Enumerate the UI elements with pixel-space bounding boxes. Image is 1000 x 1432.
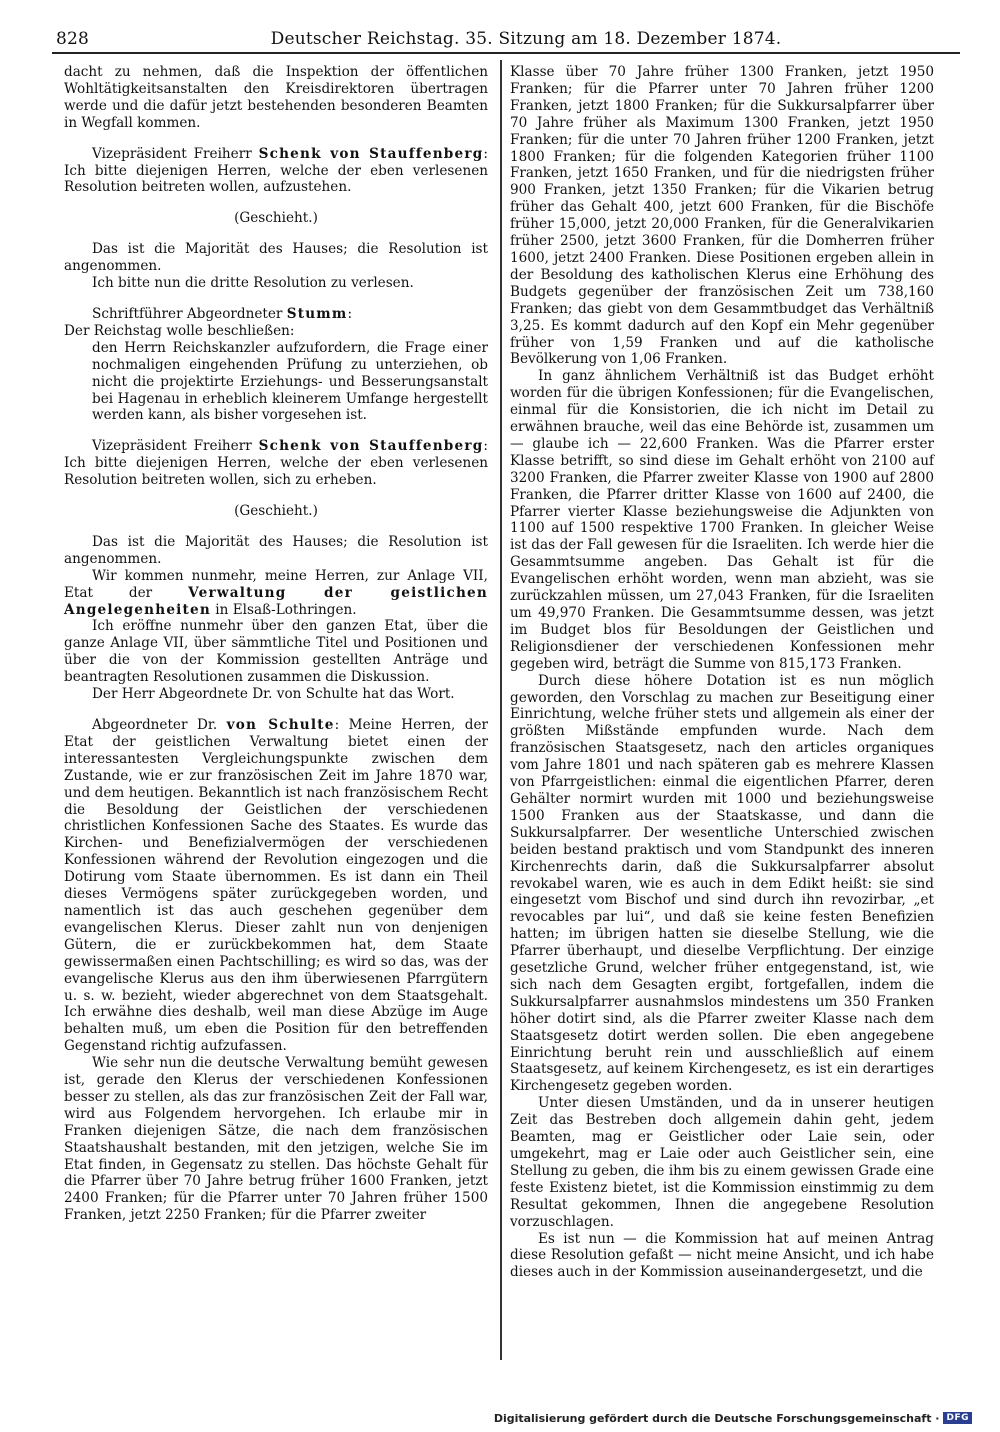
paragraph: In ganz ähnlichem Verhältniß ist das Budget erhöht worden für die übrigen Konfessionen; für die Evangelischen, einmal für die Konsistorien, die ich nicht im Detail zu erwähnen brauche, weil das eine Behörde ist, zusammen um — glaube ich — 22,600 Franken. Was die Pfarrer erster Klasse betrifft, so sind diese im Gehalt erhöht von 2100 auf 3200 Franken, die Pfarrer zweiter Klasse von 1900 auf 2800 Franken, die Pfarrer dritter Klasse von 1600 auf 2400, die Pfarrer vierter Klasse beziehungsweise die Adjunkten von 1100 auf 1500 respektive 1700 Franken. In gleicher Weise ist das der Fall gewesen für die Israeliten. Ich werde hier die Gesammtsumme angeben. Das Gehalt ist für die Evangelischen erhöht worden, wenn man abzieht, was sie zurückzahlen müssen, um 27,043 Franken, für die Israeliten um 49,970 Franken. Die Gesammtsumme dessen, was jetzt im Budget blos für Besoldungen der Geistlichen und Religionsdiener der verschiedenen Konfessionen mehr gegeben wird, beträgt die Summe von 815,173 Franken. bbox=[510, 368, 934, 672]
resolution-text: den Herrn Reichskanzler aufzufordern, die Frage einer nochmaligen eingehenden Prüfung zu unterziehen, ob nicht die projektirte Erziehungs- und Besserungsanstalt bei Hagenau in erheblich kleinerem Umfange hergestellt werden kann, als bisher vorgesehen ist. bbox=[92, 339, 488, 424]
speaker-name: Schenk von Stauffenberg bbox=[258, 438, 484, 455]
paragraph: Das ist die Majorität des Hauses; die Resolution ist angenommen. bbox=[64, 533, 488, 567]
left-column bbox=[64, 64, 488, 1224]
paragraph: Durch diese höhere Dotation ist es nun möglich geworden, den Vorschlag zu machen zur Beseitigung einer Einrichtung, welche früher stets und allgemein als einer der größten Mißstände empfunden wurde. Nach dem französischen Staatsgesetz, nach den articles organiques vom Jahre 1801 und nach späteren gab es mehrere Klassen von Pfarrgeistlichen: einmal die eigentlichen Pfarrer, deren Gehälter normirt wurden mit 1000 und beziehungsweise 1500 Franken aus der Staatskasse, und dann die Sukkursalpfarrer. Der wesentliche Unterschied zwischen beiden bestand praktisch und vom Standpunkt des inneren Kirchenrechts darin, daß die Sukkursalpfarrer absolut revokabel waren, wie es auch in dem Edikt heißt: sie sind eingesetzt vom Bischof und sind durch ihn revozirbar, „et revocables par lui“, und daß sie keine festen Benefizien hatten; im übrigen hatten sie dieselbe Stellung, wie die Pfarrer überhaupt, und dieselbe Verpflichtung. Der einzige gesetzliche Grund, welcher früher entgegenstand, ist, wie sich nach dem Gesagten ergibt, fortgefallen, indem die Sukkursalpfarrer ausnahmslos mindestens um 350 Franken höher dotirt sind, als die Pfarrer zweiter Klasse nach dem Staatsgesetz dotirt werden sollen. Die eben angegebene Einrichtung beruht rein und ausschließlich auf einem Staatsgesetz, auf keinem Kirchengesetz, es ist ein derartiges Kirchengesetz gegeben worden. bbox=[510, 672, 934, 1095]
paragraph: Wir kommen nunmehr, meine Herren, zur Anlage VII, Etat der Verwaltung der geistlichen Angelegenheiten in Elsaß-Lothringen. bbox=[64, 567, 488, 618]
paragraph: Abgeordneter Dr. von Schulte: Meine Herren, der Etat der geistlichen Verwaltung bietet einen der interessantesten Vergleichungspunkte zwischen dem Zustande, wie er zur französischen Zeit im Jahre 1870 war, und dem heutigen. Bekanntlich ist nach französischem Recht die Besoldung der Geistlichen der verschiedenen christlichen Konfessionen Sache des Staates. Es wurde das Kirchen- und Benefizialvermögen der verschiedenen Konfessionen während der Revolution eingezogen und die Dotirung vom Staate übernommen. Es ist dann ein Theil dieses Vermögens später zurückgegeben worden, und namentlich ist das auch geschehen gegenüber dem evangelischen Klerus. Dieser zahlt nun von denjenigen Gütern, die er zurückbekommen hat, dem Staate gewissermaßen einen Pachtschilling; es wird so das, was der evangelische Klerus aus den ihm überwiesenen Pfarrgütern u. s. w. bezieht, wieder abgerechnet von dem Staatsgehalt. Ich erwähne dies deshalb, weil man diese Abzüge im Auge behalten muß, um eben die Position für den betreffenden Gegenstand richtig aufzufassen. bbox=[64, 717, 489, 1055]
paragraph: Ich eröffne nunmehr über den ganzen Etat, über die ganze Anlage VII, über sämmtliche Titel und Positionen und über die von der Kommission gestellten Anträge und beantragten Resolutionen zusammen die Diskussion. bbox=[64, 618, 488, 686]
speaker-name: Stumm bbox=[286, 305, 348, 322]
paragraph: Wie sehr nun die deutsche Verwaltung bemüht gewesen ist, gerade den Klerus der verschiedenen Konfessionen besser zu stellen, als das zur französischen Zeit der Fall war, wird aus Folgendem hervorgehen. Ich erlaube mir in Franken diejenigen Sätze, die nach dem französischen Staatshaushalt bestanden, mit den jetzigen, welche Sie im Etat finden, in Gegensatz zu stellen. Das höchste Gehalt für die Pfarrer über 70 Jahre betrug früher 1600 Franken, jetzt 2400 Franken; für die Pfarrer unter 70 Jahren früher 1500 Franken, jetzt 2250 Franken; für die Pfarrer zweiter bbox=[64, 1055, 488, 1224]
stage-direction: (Geschieht.) bbox=[234, 503, 318, 520]
paragraph: Klasse über 70 Jahre früher 1300 Franken, jetzt 1950 Franken; für die Pfarrer unter 70 Jahren früher 1200 Franken, jetzt 1800 Franken; für die Sukkursalpfarrer über 70 Jahre früher als Maximum 1300 Franken, jetzt 1950 Franken; für die unter 70 Jahren früher 1200 Franken, jetzt 1800 Franken; für die folgenden Kategorien früher 1100 Franken, jetzt 1650 Franken, und für die niedrigsten früher 900 Franken, jetzt 1350 Franken; für die Vikarien betrug früher das Gehalt 400, jetzt 600 Franken, für die Bischöfe früher 15,000, jetzt 20,000 Franken, für die Generalvikarien früher 2500, jetzt 3600 Franken, für die Domherren früher 1600, jetzt 2400 Franken. Diese Positionen ergeben allein in der Besoldung des katholischen Klerus eine Erhöhung des Budgets gegenüber der französischen Zeit um 738,160 Franken; das giebt von dem Gesammtbudget das Verhältniß 3,25. Es kommt dadurch auf den Kopf ein Mehr gegenüber früher von 1,59 Franken und auf die katholische Bevölkerung von 1,06 Franken. bbox=[510, 64, 934, 368]
paragraph: Ich bitte nun die dritte Resolution zu verlesen. bbox=[92, 275, 414, 292]
running-title: Deutscher Reichstag. 35. Sitzung am 18. Dezember 1874. bbox=[270, 29, 782, 49]
emphasized-heading: Verwaltung der geistlichen Angelegenheiten bbox=[64, 584, 488, 618]
column-divider bbox=[500, 60, 502, 1360]
header-rule bbox=[52, 52, 960, 54]
paragraph: Das ist die Majorität des Hauses; die Resolution ist angenommen. bbox=[64, 241, 488, 275]
paragraph: Vizepräsident Freiherr Schenk von Stauffenberg: Ich bitte diejenigen Herren, welche der eben verlesenen Resolution beitreten wollen, sich zu erheben. bbox=[64, 438, 488, 489]
credit-text: Digitalisierung gefördert durch die Deutsche Forschungsgemeinschaft · bbox=[493, 1411, 940, 1425]
paragraph: Der Herr Abgeordnete Dr. von Schulte hat das Wort. bbox=[92, 686, 455, 703]
paragraph: Der Reichstag wolle beschließen: bbox=[64, 322, 295, 339]
right-column bbox=[510, 64, 934, 1281]
speaker-name: von Schulte bbox=[226, 717, 335, 733]
dfg-logo: DFG bbox=[943, 1412, 972, 1424]
digitization-credit bbox=[494, 1410, 972, 1426]
stage-direction: (Geschieht.) bbox=[234, 210, 318, 227]
paragraph: Unter diesen Umständen, und da in unserer heutigen Zeit das Bestreben doch allgemein dahin geht, jedem Beamten, mag er Geistlicher oder Laie sein, oder umgekehrt, mag er Laie oder auch Geistlicher sein, eine Stellung zu geben, die ihm bis zu einem gewissen Grade eine feste Existenz bietet, ist die Kommission einstimmig zu dem Resultat gekommen, Ihnen die angegebene Resolution vorzuschlagen. bbox=[510, 1095, 934, 1230]
speaker-name: Schenk von Stauffenberg bbox=[258, 145, 484, 162]
paragraph: Schriftführer Abgeordneter Stumm: bbox=[92, 305, 353, 322]
paragraph: Es ist nun — die Kommission hat auf meinen Antrag diese Resolution gefaßt — nicht meine Ansicht, und ich habe dieses auch in der Kommission auseinandergesetzt, und die bbox=[510, 1230, 934, 1281]
paragraph: Vizepräsident Freiherr Schenk von Stauffenberg: Ich bitte diejenigen Herren, welche der eben verlesenen Resolution beitreten wollen, aufzustehen. bbox=[64, 145, 488, 196]
paragraph: dacht zu nehmen, daß die Inspektion der öffentlichen Wohltätigkeitsanstalten den Kreisdirektoren übertragen werde und die dafür jetzt bestehenden besonderen Beamten in Wegfall kommen. bbox=[64, 64, 488, 131]
page-header bbox=[56, 26, 956, 52]
page-number: 828 bbox=[56, 29, 90, 49]
